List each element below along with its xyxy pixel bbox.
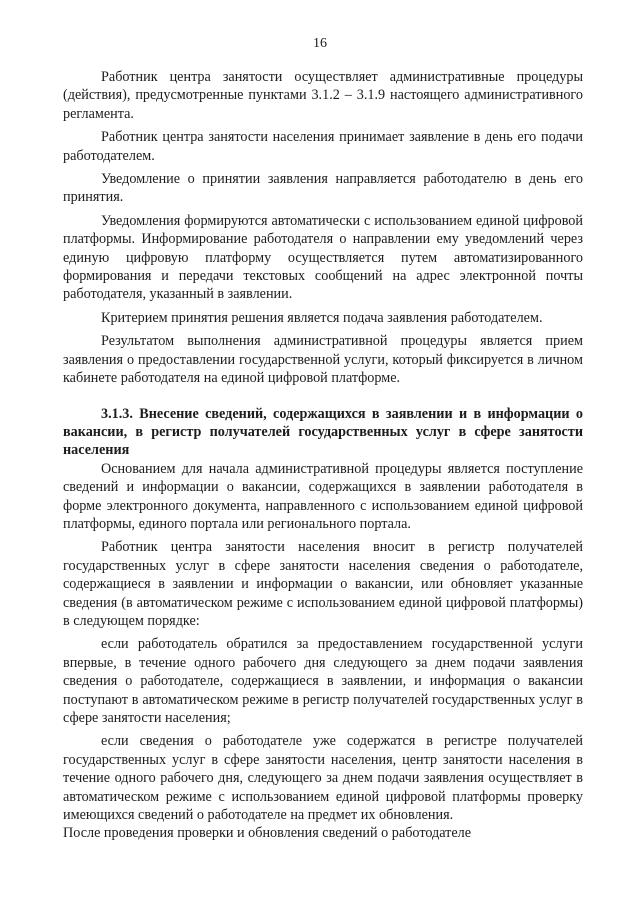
- document-body: [63, 68, 583, 842]
- paragraph: Работник центра занятости населения принимает заявление в день его подачи работодателем.: [63, 129, 583, 164]
- paragraph: Работник центра занятости осуществляет административные процедуры (действия), предусмотренные пунктами 3.1.2 – 3.1.9 настоящего административного регламента.: [63, 69, 583, 122]
- paragraph: Работник центра занятости населения вносит в регистр получателей государственных услуг в сфере занятости населения сведения о работодателе, содержащиеся в заявлении и информации о вакансии, или обновляет указанные сведения (в автоматическом режиме с использованием единой цифровой платформы) в следующем порядке:: [63, 539, 583, 629]
- cut-off-line: [63, 824, 583, 842]
- paragraph: Основанием для начала административной процедуры является поступление сведений и информации о вакансии, содержащихся в заявлении работодателя в форме электронного документа, направленного с использованием единой цифровой платформы, единого портала или регионального портала.: [63, 460, 583, 532]
- section-heading: 3.1.3. Внесение сведений, содержащихся в заявлении и в информации о вакансии, в регистр получателей государственных услуг в сфере занятости населения: [63, 405, 583, 459]
- paragraph: Критерием принятия решения является подача заявления работодателем.: [101, 309, 543, 326]
- paragraph: если работодатель обратился за предоставлением государственной услуги впервые, в течение одного рабочего дня следующего за днем подачи заявления сведения о работодателе, содержащиеся в заявлении, и информация о вакансии поступают в автоматическом режиме в регистр получателей государственных услуг в сфере занятости населения;: [63, 636, 583, 726]
- page-number: 16: [313, 36, 327, 51]
- paragraph: Уведомления формируются автоматически с использованием единой цифровой платформы. Информирование работодателя о направлении ему уведомлений через единую цифровую платформу осуществляется путем автоматизированного формирования и передачи текстовых сообщений на адрес электронной почты работодателя, указанный в заявлении.: [63, 212, 583, 303]
- paragraph: Уведомление о принятии заявления направляется работодателю в день его принятия.: [63, 171, 583, 206]
- paragraph: После проведения проверки и обновления сведений о работодателе: [63, 825, 472, 842]
- paragraph: если сведения о работодателе уже содержатся в регистре получателей государственных услуг в сфере занятости населения, центр занятости населения в течение одного рабочего дня, следующего за днем подачи заявления осуществляет в автоматическом режиме с использованием единой цифровой платформы проверку имеющихся сведений о работодателе на предмет их обновления.: [63, 733, 583, 824]
- paragraph: Результатом выполнения административной процедуры является прием заявления о предоставлении государственной услуги, который фиксируется в личном кабинете работодателя на единой цифровой платформе.: [63, 333, 583, 387]
